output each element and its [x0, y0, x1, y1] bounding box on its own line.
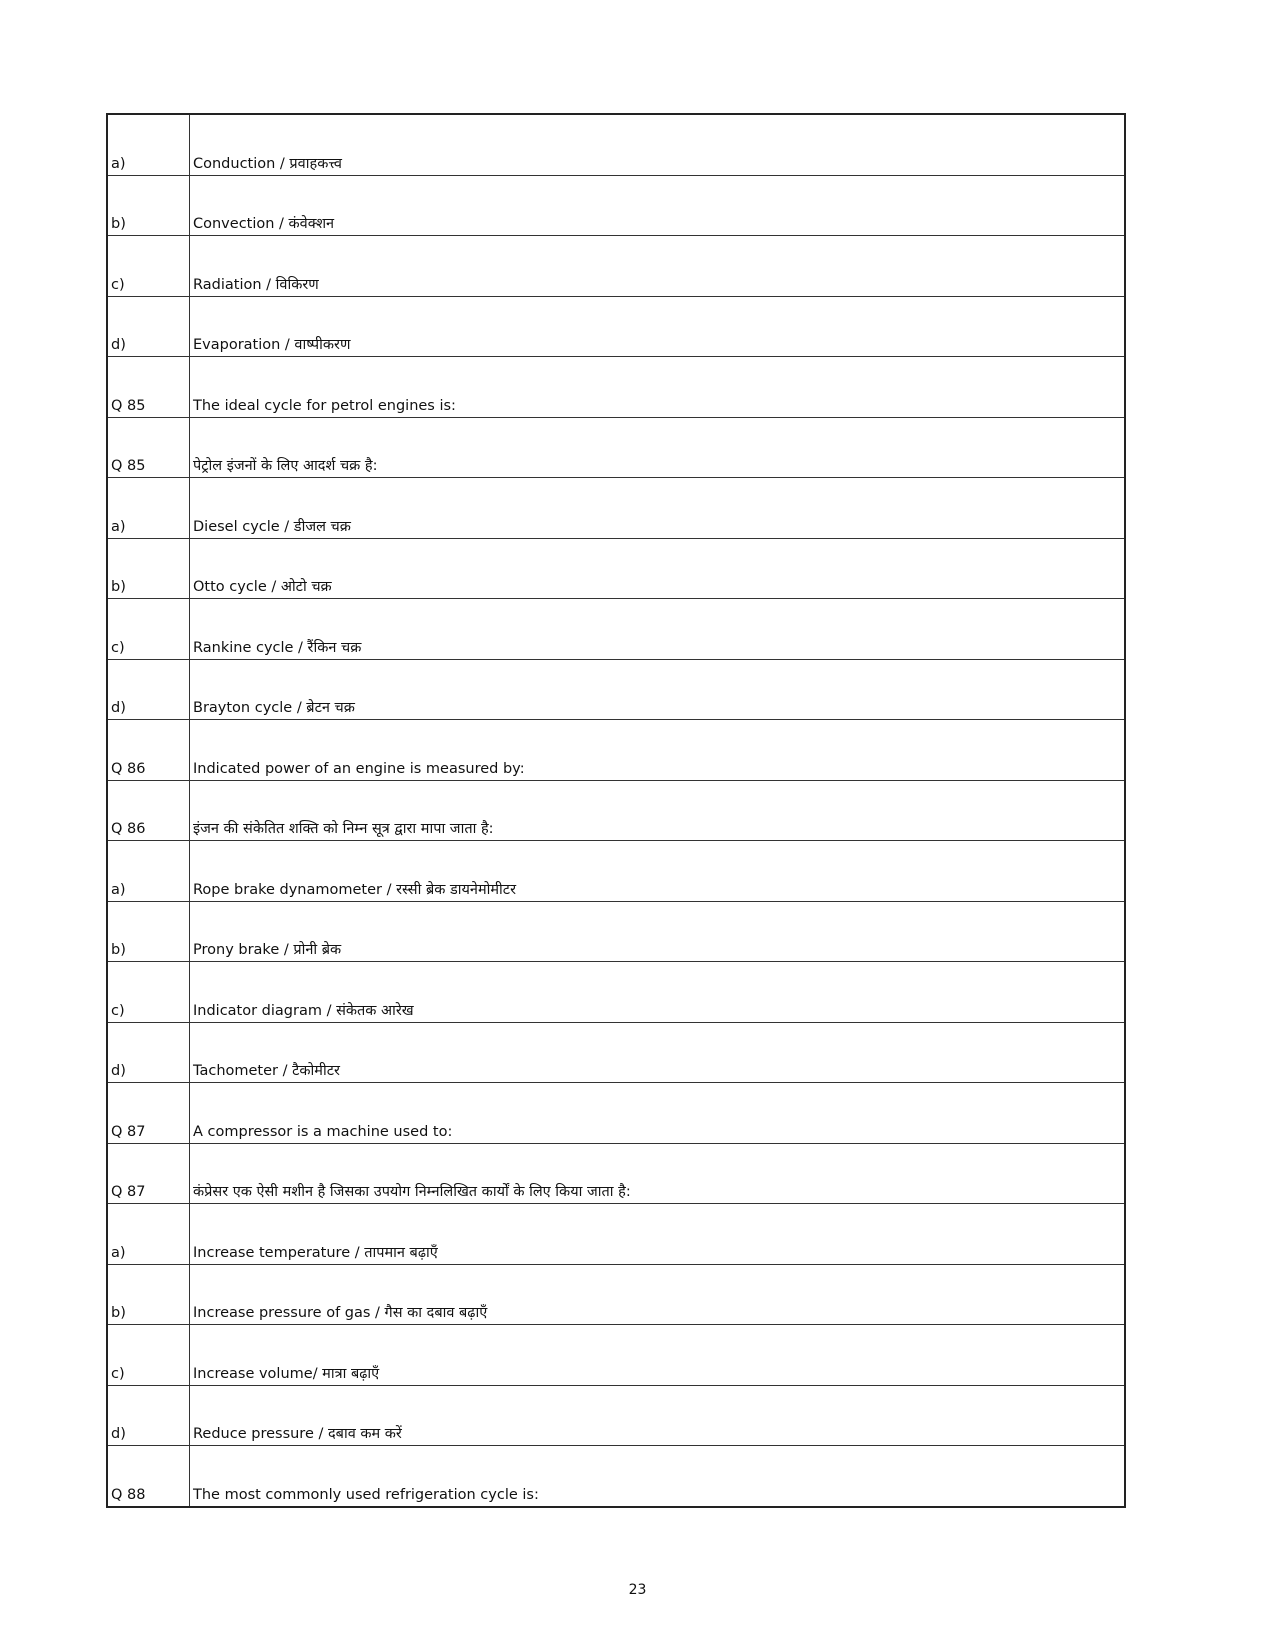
row-text: A compressor is a machine used to:: [190, 1083, 1126, 1144]
row-label: c): [107, 599, 190, 660]
table-row: [107, 1204, 1125, 1265]
row-label: Q 85: [107, 357, 190, 418]
row-text: Increase volume/ मात्रा बढ़ाएँ: [190, 1325, 1126, 1386]
row-text: Evaporation / वाष्पीकरण: [190, 296, 1126, 357]
row-text: Increase pressure of gas / गैस का दबाव बढ़ाएँ: [190, 1264, 1126, 1325]
row-label: d): [107, 1022, 190, 1083]
row-label: d): [107, 296, 190, 357]
question-table: [106, 113, 1126, 1508]
table-row: [107, 1325, 1125, 1386]
page-number: 23: [628, 1582, 647, 1598]
row-label: a): [107, 114, 190, 175]
row-label: Q 86: [107, 780, 190, 841]
table-row: [107, 357, 1125, 418]
row-text: पेट्रोल इंजनों के लिए आदर्श चक्र है:: [190, 417, 1126, 478]
table-row: [107, 659, 1125, 720]
row-label: Q 87: [107, 1083, 190, 1144]
row-label: c): [107, 1325, 190, 1386]
table-row: [107, 417, 1125, 478]
row-text: Conduction / प्रवाहकत्त्व: [190, 114, 1126, 175]
table-row: [107, 296, 1125, 357]
table-row: [107, 478, 1125, 539]
row-text: Rope brake dynamometer / रस्सी ब्रेक डायनेमोमीटर: [190, 841, 1126, 902]
row-label: Q 87: [107, 1143, 190, 1204]
row-text: Diesel cycle / डीजल चक्र: [190, 478, 1126, 539]
table-row: [107, 236, 1125, 297]
row-label: Q 85: [107, 417, 190, 478]
table-row: [107, 901, 1125, 962]
row-label: d): [107, 659, 190, 720]
table-row: [107, 1022, 1125, 1083]
table-row: [107, 1446, 1125, 1507]
row-text: Reduce pressure / दबाव कम करें: [190, 1385, 1126, 1446]
row-label: Q 88: [107, 1446, 190, 1507]
row-text: Increase temperature / तापमान बढ़ाएँ: [190, 1204, 1126, 1265]
row-label: a): [107, 1204, 190, 1265]
row-text: Tachometer / टैकोमीटर: [190, 1022, 1126, 1083]
row-label: a): [107, 841, 190, 902]
row-text: Convection / कंवेक्शन: [190, 175, 1126, 236]
row-text: Otto cycle / ओटो चक्र: [190, 538, 1126, 599]
table-row: [107, 114, 1125, 175]
table-row: [107, 538, 1125, 599]
row-text: इंजन की संकेतित शक्ति को निम्न सूत्र द्वारा मापा जाता है:: [190, 780, 1126, 841]
row-text: Rankine cycle / रैंकिन चक्र: [190, 599, 1126, 660]
row-text: Indicator diagram / संकेतक आरेख: [190, 962, 1126, 1023]
row-text: Prony brake / प्रोनी ब्रेक: [190, 901, 1126, 962]
row-label: c): [107, 962, 190, 1023]
table-row: [107, 599, 1125, 660]
table-row: [107, 1264, 1125, 1325]
row-label: d): [107, 1385, 190, 1446]
table-row: [107, 962, 1125, 1023]
row-label: c): [107, 236, 190, 297]
table-row: [107, 720, 1125, 781]
row-label: b): [107, 1264, 190, 1325]
row-text: Radiation / विकिरण: [190, 236, 1126, 297]
row-label: b): [107, 538, 190, 599]
row-label: a): [107, 478, 190, 539]
row-text: Brayton cycle / ब्रेटन चक्र: [190, 659, 1126, 720]
row-text: The most commonly used refrigeration cycle is:: [190, 1446, 1126, 1507]
row-label: b): [107, 901, 190, 962]
table-row: [107, 1143, 1125, 1204]
row-label: b): [107, 175, 190, 236]
row-text: कंप्रेसर एक ऐसी मशीन है जिसका उपयोग निम्नलिखित कार्यों के लिए किया जाता है:: [190, 1143, 1126, 1204]
row-text: The ideal cycle for petrol engines is:: [190, 357, 1126, 418]
table-row: [107, 780, 1125, 841]
table-row: [107, 1385, 1125, 1446]
table-row: [107, 1083, 1125, 1144]
row-label: Q 86: [107, 720, 190, 781]
table-row: [107, 175, 1125, 236]
row-text: Indicated power of an engine is measured by:: [190, 720, 1126, 781]
table-row: [107, 841, 1125, 902]
